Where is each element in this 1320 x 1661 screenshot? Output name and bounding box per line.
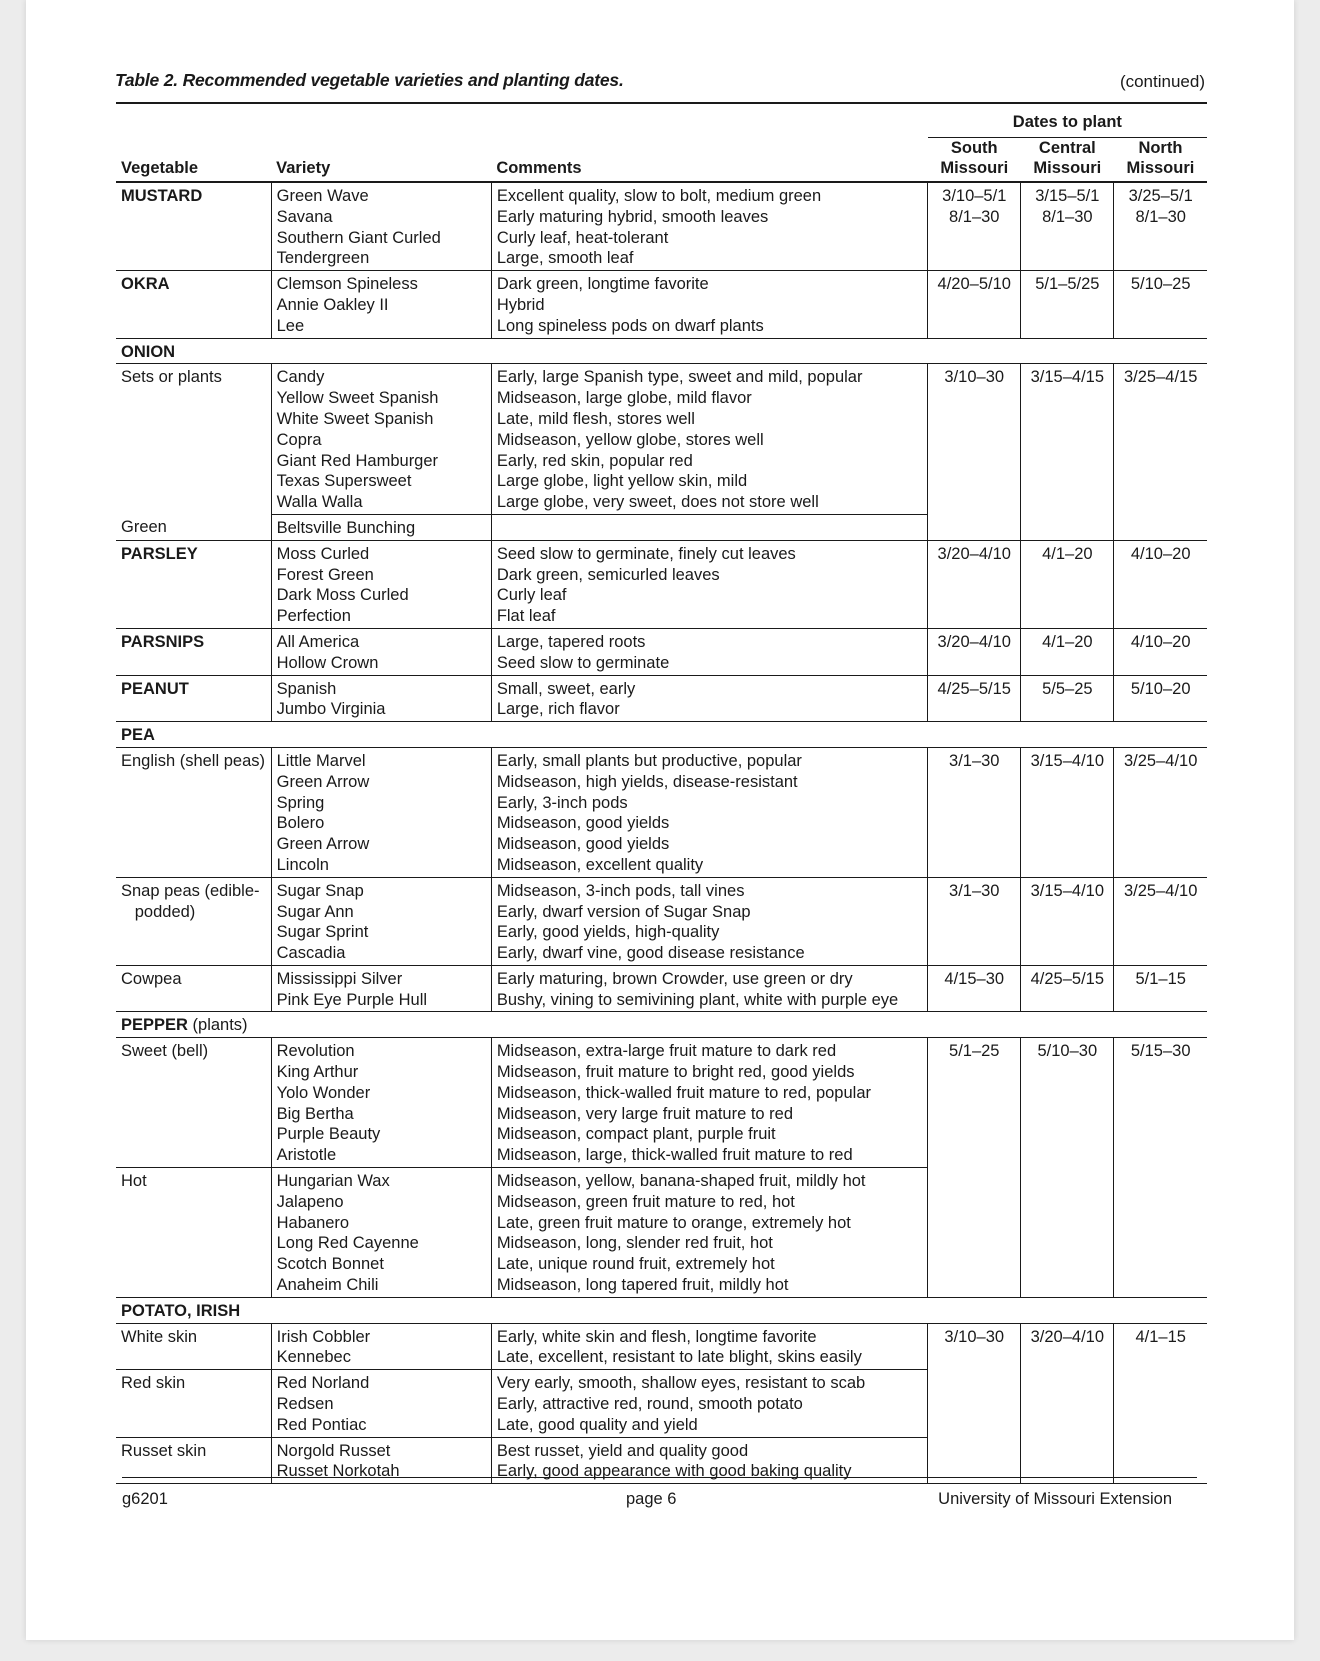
south-missouri-header: South Missouri: [940, 139, 1009, 177]
comments-cell: Midseason, extra-large fruit mature to dark red Midseason, fruit mature to bright red, good yields Midseason, thick-walled fruit mature to red, popular Midseason, very large fruit mature to red Midseason, compact plant, purple fruit Midseason, large, thick-walled fruit mature to red: [491, 1038, 927, 1168]
variety-cell: Red Norland Redsen Red Pontiac: [271, 1370, 491, 1437]
footer-publisher: University of Missouri Extension: [938, 1490, 1172, 1508]
variety-cell: Green Wave Savana Southern Giant Curled Tendergreen: [271, 182, 491, 271]
footer-page-number: page 6: [626, 1490, 677, 1508]
south-date-cell: 3/10–5/1 8/1–30: [928, 182, 1021, 271]
variety-cell: Revolution King Arthur Yolo Wonder Big Bertha Purple Beauty Aristotle: [271, 1038, 491, 1168]
vegetable-cell: Sets or plants: [116, 364, 271, 515]
north-date-cell: 3/25–4/15: [1114, 364, 1207, 540]
variety-cell: Spanish Jumbo Virginia: [271, 675, 491, 722]
table-row: [116, 675, 1207, 722]
comments-cell: [491, 514, 927, 540]
vegetable-cell: White skin: [116, 1323, 271, 1370]
vegetable-cell: Cowpea: [116, 965, 271, 1012]
central-date-cell: 4/1–20: [1021, 628, 1114, 675]
south-date-cell: 3/1–30: [928, 877, 1021, 965]
central-date-cell: 3/15–4/10: [1021, 747, 1114, 877]
vegetable-cell: PARSLEY: [116, 540, 271, 628]
planting-table-container: [116, 102, 1207, 1484]
vegetable-cell: English (shell peas): [116, 747, 271, 877]
section-row: [116, 1012, 1207, 1038]
variety-cell: Sugar Snap Sugar Ann Sugar Sprint Cascadia: [271, 877, 491, 965]
variety-cell: Mississippi Silver Pink Eye Purple Hull: [271, 965, 491, 1012]
central-date-cell: 4/25–5/15: [1021, 965, 1114, 1012]
north-date-cell: 4/10–20: [1114, 628, 1207, 675]
south-date-cell: 3/20–4/10: [928, 540, 1021, 628]
vegetable-cell: Red skin: [116, 1370, 271, 1437]
vegetable-cell: PARSNIPS: [116, 628, 271, 675]
north-date-cell: 5/15–30: [1114, 1038, 1207, 1298]
vegetable-header: Vegetable: [121, 159, 199, 177]
table-row: [116, 364, 1207, 515]
central-date-cell: 3/20–4/10: [1021, 1323, 1114, 1484]
south-date-cell: 4/25–5/15: [928, 675, 1021, 722]
table-row: [116, 877, 1207, 965]
variety-cell: Little Marvel Green Arrow Spring Bolero Green Arrow Lincoln: [271, 747, 491, 877]
north-date-cell: 3/25–4/10: [1114, 747, 1207, 877]
north-date-cell: 5/10–20: [1114, 675, 1207, 722]
comments-cell: Early maturing, brown Crowder, use green or dry Bushy, vining to semivining plant, white with purple eye: [491, 965, 927, 1012]
south-date-cell: 3/10–30: [928, 364, 1021, 540]
table-row: [116, 965, 1207, 1012]
central-date-cell: 3/15–4/10: [1021, 877, 1114, 965]
comments-cell: Best russet, yield and quality good Early, good appearance with good baking quality: [491, 1437, 927, 1484]
north-date-cell: 4/1–15: [1114, 1323, 1207, 1484]
vegetable-cell: PEANUT: [116, 675, 271, 722]
table-row: [116, 271, 1207, 338]
central-date-cell: 5/10–30: [1021, 1038, 1114, 1298]
comments-cell: Very early, smooth, shallow eyes, resistant to scab Early, attractive red, round, smooth potato Late, good quality and yield: [491, 1370, 927, 1437]
comments-cell: Early, small plants but productive, popular Midseason, high yields, disease-resistant Early, 3-inch pods Midseason, good yields Midseason, good yields Midseason, excellent quality: [491, 747, 927, 877]
table-row: [116, 182, 1207, 271]
central-missouri-header: Central Missouri: [1033, 139, 1102, 177]
south-date-cell: 3/10–30: [928, 1323, 1021, 1484]
south-date-cell: 3/20–4/10: [928, 628, 1021, 675]
vegetable-cell: Russet skin: [116, 1437, 271, 1484]
comments-cell: Excellent quality, slow to bolt, medium green Early maturing hybrid, smooth leaves Curly leaf, heat-tolerant Large, smooth leaf: [491, 182, 927, 271]
section-note: (plants): [187, 1016, 248, 1035]
table-row: [116, 1323, 1207, 1370]
section-title: [116, 1012, 1207, 1038]
vegetable-cell: Sweet (bell): [116, 1038, 271, 1168]
vegetable-cell: Green: [121, 518, 167, 537]
comments-cell: Midseason, yellow, banana-shaped fruit, mildly hot Midseason, green fruit mature to red, hot Late, green fruit mature to orange, extremely hot Midseason, long, slender red fruit, hot Late, unique round fruit, extremely hot Midseason, long tapered fruit, mildly hot: [491, 1168, 927, 1298]
north-date-cell: 5/10–25: [1114, 271, 1207, 338]
section-title: POTATO, IRISH: [116, 1297, 1207, 1323]
north-date-cell: 5/1–15: [1114, 965, 1207, 1012]
document-page: [26, 0, 1294, 1640]
variety-cell: Irish Cobbler Kennebec: [271, 1323, 491, 1370]
comments-cell: Seed slow to germinate, finely cut leaves Dark green, semicurled leaves Curly leaf Flat leaf: [491, 540, 927, 628]
section-title: ONION: [116, 338, 1207, 364]
variety-cell: Candy Yellow Sweet Spanish White Sweet Spanish Copra Giant Red Hamburger Texas Supersweet Walla Walla: [271, 364, 491, 515]
section-title-text: PEPPER: [121, 1016, 188, 1035]
central-date-cell: 4/1–20: [1021, 540, 1114, 628]
variety-cell: Beltsville Bunching: [271, 514, 491, 540]
section-row: [116, 338, 1207, 364]
comments-cell: Small, sweet, early Large, rich flavor: [491, 675, 927, 722]
south-date-cell: 3/1–30: [928, 747, 1021, 877]
central-date-cell: 3/15–5/1 8/1–30: [1021, 182, 1114, 271]
dates-to-plant-header: Dates to plant: [928, 103, 1207, 138]
south-date-cell: 4/15–30: [928, 965, 1021, 1012]
central-date-cell: 3/15–4/15: [1021, 364, 1114, 540]
section-title: PEA: [116, 722, 1207, 748]
comments-cell: Early, white skin and flesh, longtime favorite Late, excellent, resistant to late blight, skins easily: [491, 1323, 927, 1370]
south-date-cell: 5/1–25: [928, 1038, 1021, 1298]
variety-cell: All America Hollow Crown: [271, 628, 491, 675]
continued-label: (continued): [1119, 72, 1205, 91]
central-date-cell: 5/1–5/25: [1021, 271, 1114, 338]
variety-cell: Hungarian Wax Jalapeno Habanero Long Red Cayenne Scotch Bonnet Anaheim Chili: [271, 1168, 491, 1298]
table-row: [116, 540, 1207, 628]
comments-cell: Large, tapered roots Seed slow to germinate: [491, 628, 927, 675]
vegetable-cell: Snap peas (edible- podded): [116, 877, 271, 965]
comments-cell: Dark green, longtime favorite Hybrid Long spineless pods on dwarf plants: [491, 271, 927, 338]
variety-cell: Moss Curled Forest Green Dark Moss Curled Perfection: [271, 540, 491, 628]
footer-divider: [122, 1477, 1197, 1478]
north-missouri-header: North Missouri: [1126, 139, 1195, 177]
north-date-cell: 4/10–20: [1114, 540, 1207, 628]
vegetable-cell: Hot: [116, 1168, 271, 1298]
comments-header: Comments: [496, 159, 582, 177]
north-date-cell: 3/25–4/10: [1114, 877, 1207, 965]
vegetable-cell: MUSTARD: [121, 187, 203, 205]
variety-cell: Norgold Russet Russet Norkotah: [271, 1437, 491, 1484]
table-row: [116, 628, 1207, 675]
section-row: [116, 1297, 1207, 1323]
table-row: [116, 1038, 1207, 1168]
north-date-cell: 3/25–5/1 8/1–30: [1114, 182, 1207, 271]
vegetable-cell: OKRA: [116, 271, 271, 338]
south-date-cell: 4/20–5/10: [928, 271, 1021, 338]
table-caption: Table 2. Recommended vegetable varieties and planting dates.: [115, 70, 624, 90]
planting-table: [116, 102, 1207, 1484]
section-row: [116, 722, 1207, 748]
comments-cell: Early, large Spanish type, sweet and mild, popular Midseason, large globe, mild flavor Late, mild flesh, stores well Midseason, yellow globe, stores well Early, red skin, popular red Large globe, light yellow skin, mild Large globe, very sweet, does not store well: [491, 364, 927, 515]
variety-cell: Clemson Spineless Annie Oakley II Lee: [271, 271, 491, 338]
variety-header: Variety: [276, 159, 331, 177]
footer-publication-code: g6201: [122, 1490, 168, 1508]
comments-cell: Midseason, 3-inch pods, tall vines Early, dwarf version of Sugar Snap Early, good yields, high-quality Early, dwarf vine, good disease resistance: [491, 877, 927, 965]
table-row: [116, 747, 1207, 877]
central-date-cell: 5/5–25: [1021, 675, 1114, 722]
